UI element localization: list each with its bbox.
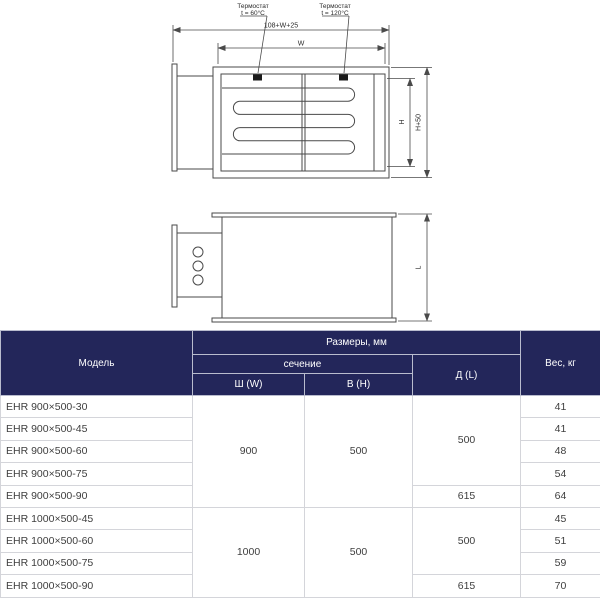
callout-leader-right	[344, 16, 349, 73]
cable-gland-2	[193, 261, 203, 271]
weight-cell: 59	[521, 552, 600, 574]
thermostat-sensor-right	[339, 75, 348, 81]
front-inlet-flange	[172, 64, 177, 171]
width-cell-group2: 1000	[193, 507, 305, 597]
header-length: Д (L)	[413, 355, 521, 396]
header-row-1	[1, 331, 600, 355]
cable-gland-3	[193, 275, 203, 285]
model-cell: EHR 900×500-45	[1, 418, 193, 440]
side-view	[172, 213, 396, 322]
spec-table-header	[1, 331, 600, 396]
weight-cell: 51	[521, 530, 600, 552]
weight-cell: 54	[521, 463, 600, 485]
thermostat-left-title: Термостат	[237, 3, 269, 10]
model-cell: EHR 900×500-60	[1, 440, 193, 462]
width-cell-group1: 900	[193, 396, 305, 508]
dim-label-height-inner: H	[399, 119, 406, 125]
weight-cell: 41	[521, 396, 600, 418]
header-section: сечение	[193, 355, 413, 374]
front-casing-outer	[213, 67, 389, 178]
model-cell: EHR 900×500-90	[1, 485, 193, 507]
length-cell-group2b: 615	[413, 575, 521, 597]
thermostat-right-title: Термостат	[319, 3, 351, 10]
side-junction-plate	[172, 225, 177, 307]
spec-table	[0, 330, 600, 598]
header-weight: Вес, кг	[521, 331, 600, 396]
front-casing-inner	[221, 74, 385, 171]
length-cell-group1b: 615	[413, 485, 521, 507]
header-height: В (H)	[305, 374, 413, 396]
model-cell: EHR 1000×500-45	[1, 507, 193, 529]
height-cell-group1: 500	[305, 396, 413, 508]
weight-cell: 64	[521, 485, 600, 507]
side-flange-bottom	[212, 318, 396, 322]
side-casing	[222, 217, 392, 318]
heating-coil	[222, 88, 355, 154]
model-cell: EHR 900×500-30	[1, 396, 193, 418]
header-model: Модель	[1, 331, 193, 396]
model-cell: EHR 900×500-75	[1, 463, 193, 485]
spec-table-body	[1, 396, 600, 598]
weight-cell: 41	[521, 418, 600, 440]
thermostat-left-value: t = 60°C	[241, 9, 265, 17]
thermostat-sensor-left	[253, 75, 262, 81]
dim-label-length: L	[415, 265, 423, 270]
header-dimensions: Размеры, мм	[193, 331, 521, 355]
dim-label-total-width: 108+W+25	[263, 22, 299, 30]
weight-cell: 48	[521, 440, 600, 462]
dim-label-height-outer: H+50	[415, 114, 423, 131]
thermostat-right-value: t = 120°C	[321, 9, 349, 17]
side-flange-top	[212, 213, 396, 217]
model-cell: EHR 1000×500-75	[1, 552, 193, 574]
model-cell: EHR 1000×500-60	[1, 530, 193, 552]
model-cell: EHR 1000×500-90	[1, 575, 193, 597]
header-width: Ш (W)	[193, 374, 305, 396]
weight-cell: 70	[521, 575, 600, 597]
front-view	[172, 64, 389, 178]
height-cell-group2: 500	[305, 507, 413, 597]
dim-label-width: W	[297, 40, 305, 48]
length-cell-group1a: 500	[413, 396, 521, 486]
table-row	[1, 396, 600, 418]
length-cell-group2a: 500	[413, 507, 521, 574]
table-row	[1, 507, 600, 529]
cable-gland-1	[193, 247, 203, 257]
weight-cell: 45	[521, 507, 600, 529]
